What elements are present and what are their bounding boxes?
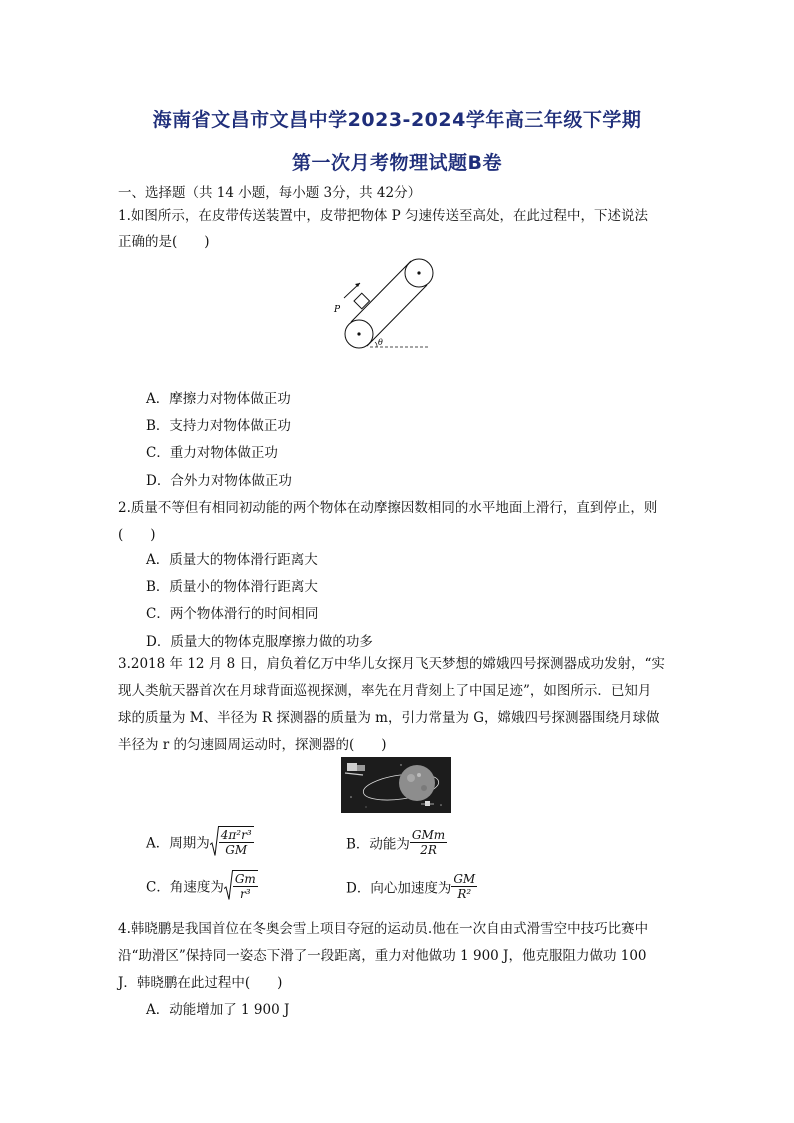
q1-text-line2: 正确的是( ) [118,234,210,250]
q3-option-d-num: GM [453,872,476,886]
q3-option-c [146,870,258,901]
q3-option-b-num: GMm [411,828,446,842]
q2-option-a: A．质量大的物体滑行距离大 [146,552,318,568]
q1-option-c: C．重力对物体做正功 [146,445,278,461]
label-theta: θ [378,338,383,347]
q4-text-line3: J．韩晓鹏在此过程中( ) [118,975,283,991]
q1-option-a: A．摩擦力对物体做正功 [146,391,291,407]
q3-text-line1: 3.2018 年 12 月 8 日，肩负着亿万中华儿女探月飞天梦想的嫦娥四号探测器成功发射，“实 [118,656,665,672]
q2-option-b: B．质量小的物体滑行距离大 [146,579,318,595]
q3-option-a-sqrt [210,826,254,857]
q3-option-a-prefix: A．周期为 [146,835,210,852]
block-p [354,293,370,309]
q3-option-a [146,826,254,857]
q3-option-c-prefix: C．角速度为 [146,879,224,896]
label-p: P [334,305,341,315]
q3-option-b-den: 2R [420,843,437,857]
q2-option-d: D．质量大的物体克服摩擦力做的功多 [146,634,373,650]
q3-option-c-den: r³ [240,887,251,901]
q3-text-line4: 半径为 r 的匀速圆周运动时，探测器的( ) [118,737,387,753]
q1-option-b: B．支持力对物体做正功 [146,418,291,434]
q4-text-line2: 沿“助滑区”保持同一姿态下滑了一段距离，重力对他做功 1 900 J，他克服阻力做功 100 [118,948,647,964]
q3-option-d-den: R² [457,887,472,901]
q2-option-c: C．两个物体滑行的时间相同 [146,606,319,622]
q4-text-line1: 4.韩晓鹏是我国首位在冬奥会雪上项目夺冠的运动员.他在一次自由式滑雪空中技巧比赛中 [118,921,649,937]
q4-option-a: A．动能增加了 1 900 J [146,1002,290,1018]
q1-option-d: D．合外力对物体做正功 [146,473,292,489]
q1-text-line1: 1.如图所示，在皮带传送装置中，皮带把物体 P 匀速传送至高处，在此过程中，下述说法 [118,208,649,224]
q3-option-c-num: Gm [234,872,256,886]
q3-text-line3: 球的质量为 M、半径为 R 探测器的质量为 m，引力常量为 G，嫦娥四号探测器围绕月球做 [118,710,660,726]
q3-option-d-prefix: D．向心加速度为 [346,880,452,897]
page-title-line2: 第一次月考物理试题B卷 [292,152,502,174]
q3-option-a-num: 4π²r³ [220,828,252,842]
section-heading: 一、选择题（共 14 小题，每小题 3分，共 42分） [118,185,422,201]
q3-text-line2: 现人类航天器首次在月球背面巡视探测，率先在月背刻上了中国足迹”，如图所示．已知月 [118,683,652,699]
q3-option-b [346,828,447,857]
q2-text-line1: 2.质量不等但有相同初动能的两个物体在动摩擦因数相同的水平地面上滑行，直到停止，则 [118,500,658,516]
q1-conveyor-figure [330,254,440,354]
q3-option-a-den: GM [225,843,248,857]
moon [399,765,435,801]
q2-text-line2: ( ) [118,527,156,543]
belt-top [351,261,411,322]
q3-lunar-probe-image [341,757,451,813]
page-title-line1: 海南省文昌市文昌中学2023-2024学年高三年级下学期 [152,109,642,131]
q3-option-c-sqrt [224,870,258,901]
belt-bottom [367,285,427,346]
q3-option-b-prefix: B．动能为 [346,836,410,853]
q3-option-d [346,872,477,901]
